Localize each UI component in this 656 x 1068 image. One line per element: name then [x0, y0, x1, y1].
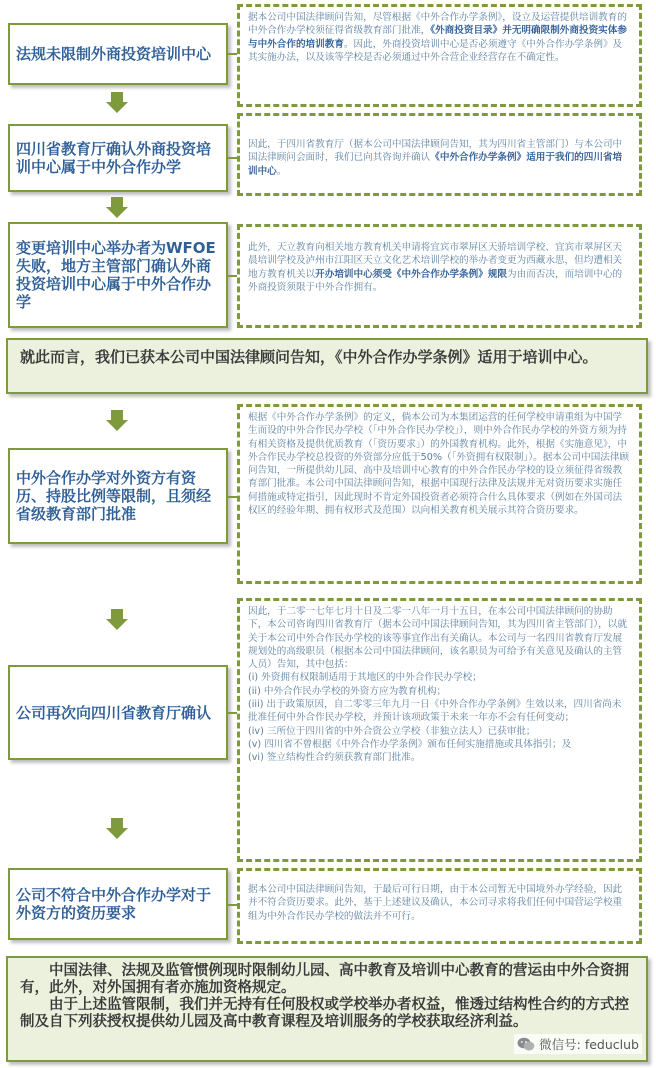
detail-1-box [237, 4, 642, 107]
detail-5-box [237, 598, 642, 862]
down-arrow-icon [106, 197, 128, 218]
detail-3-text [248, 241, 631, 294]
step-2-label: 四川省教育厅确认外商投资培训中心属于中外合作办学 [16, 140, 212, 176]
step-4-label: 中外合作办学对外资方有资历、持股比例等限制，且须经省级教育部门批准 [16, 469, 212, 523]
detail-segment: (i) 外资拥有权限制适用于其地区的中外合作民办学校； [248, 672, 482, 684]
connector-6 [228, 904, 237, 906]
wechat-watermark [514, 1034, 642, 1054]
connector-5 [228, 712, 237, 714]
down-arrow-icon [106, 609, 128, 630]
detail-2-box [237, 113, 642, 196]
detail-segment: 为由而否决，而培训中心的外商投资须限于中外合作拥有。 [248, 268, 623, 293]
emphasis-text: 《外商投资目录》并无明确限制外商投资实体参与中外合作的培训教育 [248, 25, 627, 50]
detail-segment: 因此，于四川省教育厅（据本公司中国法律顾问告知，其为四川省主管部门）与本公司中国法律顾问会面时，我们已向其咨询并确认 [248, 139, 623, 164]
emphasis-text: 开办培训中心须受《中外合作办学条例》规限 [315, 268, 508, 280]
detail-segment: 。 [276, 165, 287, 177]
connector-4 [228, 496, 237, 498]
detail-segment: 此外，天立教育向相关地方教育机关申请将宜宾市翠屏区天骄培训学校、宜宾市翠屏区天晨培训学校及泸州市江阳区天立文化艺术培训学校的举办者变更为西藏永思，但均遭相关地方教育机关以 [248, 242, 623, 280]
final-conclusion-p2: 由于上述监管限制，我们并无持有任何股权或学校举办者权益，惟透过结构性合约的方式控制及自下列获授权提供幼儿园及高中教育课程及培训服务的学校获取经济利益。 [20, 997, 629, 1030]
down-arrow-icon [106, 410, 128, 431]
wechat-icon [517, 1037, 535, 1052]
emphasis-text: 《中外合作办学条例》适用于我们的四川省培训中心 [248, 152, 623, 177]
detail-3-box [237, 224, 642, 328]
detail-segment: 因此，于二零一七年七月十日及二零一八年一月十五日，在本公司中国法律顾问的协助下，本公司咨询四川省教育厅（据本公司中国法律顾问告知，其为四川省主管部门），以就关于本公司中外合作民办学校的该等事宜作出有关确认。本公司与一名四川省教育厅发展规划处的高级职员（根据本公司中国法律顾问，该名职员为可给予有关意见及确认的主管人员）告知，其中包括： [248, 606, 627, 671]
down-arrow-icon [106, 818, 128, 839]
detail-5-text [248, 605, 631, 765]
detail-segment: (vi) 签立结构性合约须获教育部门批准。 [248, 752, 421, 764]
detail-4-text [248, 411, 631, 517]
detail-segment: (iii) 出于政策原因，自二零零三年九月一日《中外合作办学条例》生效以来，四川省尚未批准任何中外合作民办学校，并预计该项政策于未来一年亦不会有任何变动； [248, 699, 622, 724]
detail-2-text [248, 138, 631, 178]
detail-segment: 。因此，外商投资培训中心是否必须遵守《中外合作办学条例》及其实施办法，以及该等学校是否必须通过中外合营企业经营存在不确定性。 [248, 38, 623, 63]
step-4-box [8, 448, 228, 544]
middle-conclusion-bar [6, 338, 648, 394]
step-6-box [8, 868, 228, 940]
detail-segment: (ii) 中外合作民办学校的外资方应为教育机构； [248, 685, 447, 697]
down-arrow-icon [106, 92, 128, 113]
connector-2 [228, 157, 237, 159]
step-2-box [8, 124, 228, 192]
connector-1 [228, 53, 237, 55]
step-5-box [8, 665, 228, 760]
detail-segment: 据本公司中国法律顾问告知，尽管根据《中外合作办学条例》，设立及运营提供培训教育的中外合作办学校须征得省级教育部门批准， [248, 12, 627, 37]
connector-3 [228, 275, 237, 277]
step-1-box [8, 23, 228, 85]
detail-segment: 据本公司中国法律顾问告知，于最后可行日期，由于本公司暂无中国境外办学经验，因此并不符合资历要求。此外，基于上述建议及确认，本公司寻求将我们任何中国营运学校重组为中外合作民办学校的做法并不可行。 [248, 884, 623, 922]
step-3-label: 变更培训中心举办者为WFOE 失败，地方主管部门确认外商投资培训中心属于中外合作办学 [16, 239, 216, 311]
step-3-box [8, 222, 228, 328]
final-conclusion-p1: 中国法律、法规及监管惯例现时限制幼儿园、高中教育及培训中心教育的营运由中外合资拥有，此外，对外国拥有者亦施加资格规定。 [20, 963, 629, 996]
detail-segment: 根据《中外合作办学条例》的定义，倘本公司为本集团运营的任何学校申请重组为中国学生而设的中外合作民办学校（「中外合作民办学校」），则中外合作民办学校的外资方须为持有相关资格及提供优质教育（「资历要求」）的外国教育机构。此外，根据《实施意见》，中外合作民办学校总投资的外资部分应低于50%（「外资拥有权限制」）。据本公司中国法律顾问告知，一所提供幼儿园、高中及培训中心教育的中外合作民办学校的设立须征得省级教育部门批准。本公司中国法律顾问告知，根据中国现行法律及法规并无对资历要求实施任何措施或特定指引，因此现时不肯定外国投资者必须符合什么具体要求（例如在外国司法权区的经验年期、拥有权形式及范围）以向相关教育机关展示其符合资历要求。 [248, 412, 630, 517]
middle-conclusion-text: 就此而言，我们已获本公司中国法律顾问告知，《中外合作办学条例》适用于培训中心。 [20, 348, 598, 366]
detail-6-text [248, 883, 631, 923]
step-1-label: 法规未限制外商投资培训中心 [16, 45, 212, 63]
watermark-text: 微信号: feduclub [539, 1037, 639, 1052]
step-6-label: 公司不符合中外合作办学对于外资方的资历要求 [16, 886, 212, 922]
detail-4-box [237, 404, 642, 584]
detail-segment: (iv) 三所位于四川省的中外合资公立学校（非独立法人）已获审批； [248, 725, 536, 737]
detail-segment: (v) 四川省不曾根据《中外合作办学条例》颁布任何实施措施或具体指引；及 [248, 738, 572, 750]
step-5-label: 公司再次向四川省教育厅确认 [16, 703, 212, 722]
detail-6-box [237, 868, 642, 944]
detail-1-text [248, 11, 631, 64]
